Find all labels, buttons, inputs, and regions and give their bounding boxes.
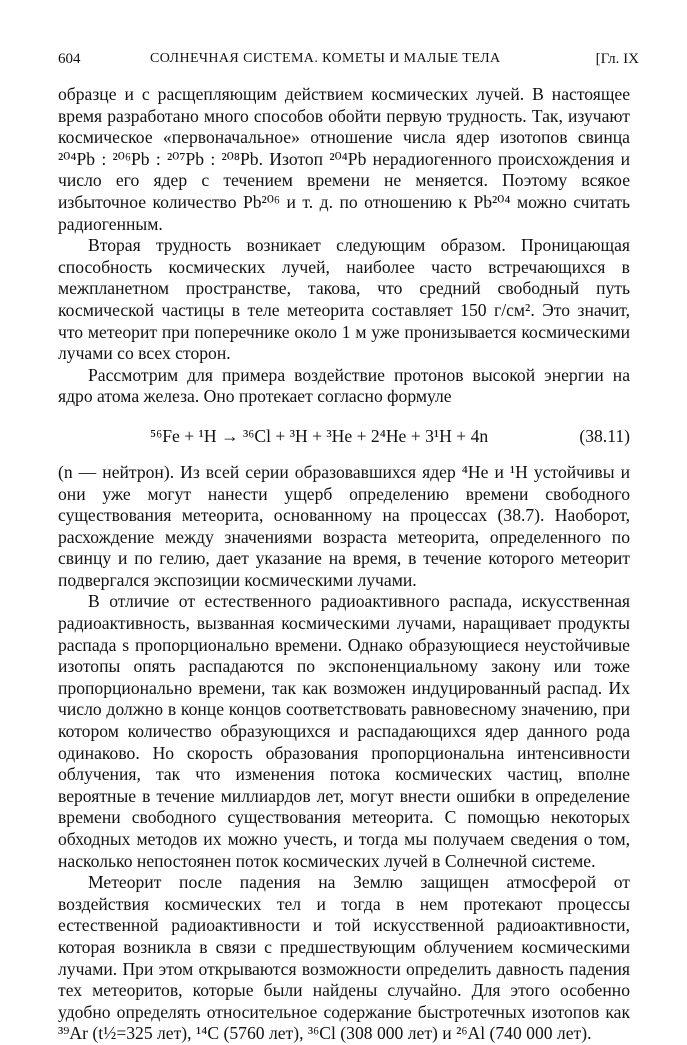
paragraph-3: Рассмотрим для примера воздействие протонов высокой энергии на ядро атома железа. Оно протекает согласно формуле [58, 364, 630, 407]
equation-number: (38.11) [579, 425, 630, 446]
running-title: СОЛНЕЧНАЯ СИСТЕМА. КОМЕТЫ И МАЛЫЕ ТЕЛА [150, 51, 501, 66]
formula-38-11 [58, 416, 630, 456]
paragraph-2: Вторая трудность возникает следующим образом. Проницающая способность космических лучей, наиболее часто встречающихся в межпланетном пространстве, такова, что средний свободный путь космической частицы в теле метеорита составляет 150 г/см². Это значит, что метеорит при поперечнике около 1 м уже пронизывается космическими лучами со всех сторон. [58, 235, 630, 364]
paragraph-1: образце и с расщепляющим действием космических лучей. В настоящее время разработано много способов обойти первую трудность. Так, изучают космическое «первоначальное» отношение числа ядер изотопов свинца ²⁰⁴Pb : ²⁰⁶Pb : ²⁰⁷Pb : ²⁰⁸Pb. Изотоп ²⁰⁴Pb нерадиогенного происхождения и число его ядер с течением времени не меняется. Поэтому всякое избыточное количество Pb²⁰⁶ и т. д. по отношению к Pb²⁰⁴ можно считать радиогенным. [58, 84, 630, 234]
page-number: 604 [58, 51, 81, 67]
paragraph-5: В отличие от естественного радиоактивного распада, искусственная радиоактивность, вызванная космическими лучами, наращивает продукты распада s пропорционально времени. Однако образующиеся неустойчивые изотопы опять распадаются по экспоненциальному закону или тоже пропорционально времени, так как возможен индуцированный распад. Их число должно в конце концов соответствовать равновесному значению, при котором количество образующихся и распадающихся ядер данного рода одинаково. Но скорость образования пропорциональна интенсивности облучения, так что изменения потока космических частиц, вполне вероятные в течение миллиардов лет, могут внести ошибки в определение времени свободного существования метеорита. С помощью некоторых обходных методов их можно учесть, и тогда мы получаем сведения о том, насколько непостоянен поток космических лучей в Солнечной системе. [58, 591, 630, 871]
paragraph-4: (n — нейтрон). Из всей серии образовавшихся ядер ⁴He и ¹H устойчивы и они уже могут нанести ущерб определению времени свободного существования метеорита, основанному на процессах (38.7). Наоборот, расхождение между значениями возраста метеорита, определенного по свинцу и по гелию, дает указание на время, в течение которого метеорит подвергался экспозиции космическими лучами. [58, 461, 630, 590]
paragraph-6: Метеорит после падения на Землю защищен атмосферой от воздействия космических тел и тогда в нем протекают процессы естественной радиоактивности и той искусственной радиоактивности, которая возникла в связи с предшествующим облучением космическими лучами. При этом открываются возможности определить давность падения тех метеоритов, которые были найдены случайно. Для этого особенно удобно определять относительное содержание быстротечных изотопов как ³⁹Ar (t½=325 лет), ¹⁴C (5760 лет), ³⁶Cl (308 000 лет) и ²⁶Al (740 000 лет). [58, 872, 630, 1044]
page-header [58, 48, 639, 70]
formula-expression: ⁵⁶Fe + ¹H → ³⁶Cl + ³H + ³He + 2⁴He + 3¹H + 4n [150, 425, 489, 446]
body-text [58, 84, 630, 1045]
chapter-label: [Гл. IX [595, 51, 639, 67]
